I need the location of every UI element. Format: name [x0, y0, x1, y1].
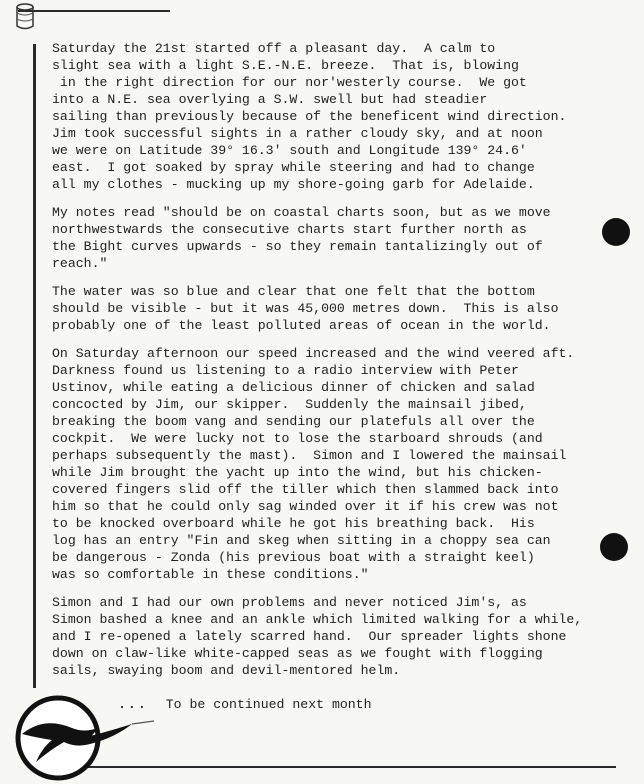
text-line: the Bight curves upwards - so they remain tantalizingly out of — [52, 239, 543, 254]
text-line: northwestwards the consecutive charts start further north as — [52, 222, 527, 237]
text-line: into a N.E. sea overlying a S.W. swell but had steadier — [52, 92, 488, 107]
text-line: My notes read "should be on coastal charts soon, but as we move — [52, 205, 551, 220]
text-line: him so that he could only sag winded over it if his crew was not — [52, 499, 559, 514]
tin-can-icon — [14, 2, 36, 32]
text-line: probably one of the least polluted areas of ocean in the world. — [52, 318, 551, 333]
text-line: Saturday the 21st started off a pleasant day. A calm to — [52, 41, 496, 56]
text-line: perhaps subsequently the mast). Simon and I lowered the mainsail — [52, 448, 567, 463]
text-line: to be knocked overboard while he got his breathing back. His — [52, 516, 535, 531]
text-line: sails, swaying boom and devil-mentored helm. — [52, 663, 401, 678]
top-rule — [18, 10, 170, 12]
text-line: The water was so blue and clear that one felt that the bottom — [52, 284, 535, 299]
continued-note — [118, 697, 372, 712]
text-line: On Saturday afternoon our speed increased and the wind veered aft. — [52, 346, 575, 361]
continued-text: To be continued next month — [165, 697, 372, 712]
text-line: reach." — [52, 256, 108, 271]
text-line: was so comfortable in these conditions." — [52, 567, 369, 582]
text-line: log has an entry "Fin and skeg when sitting in a choppy sea can — [52, 533, 551, 548]
text-line: sailing than previously because of the beneficent wind direction. — [52, 109, 567, 124]
article-body — [52, 40, 612, 690]
text-line: Jim took successful sights in a rather cloudy sky, and at noon — [52, 126, 543, 141]
text-line: should be visible - but it was 45,000 metres down. This is also — [52, 301, 559, 316]
text-line: Ustinov, while eating a delicious dinner of chicken and salad — [52, 380, 535, 395]
text-line: covered fingers slid off the tiller which then slammed back into — [52, 482, 559, 497]
text-line: we were on Latitude 39° 16.3' south and Longitude 139° 24.6' — [52, 143, 527, 158]
ellipsis: ... — [118, 697, 148, 712]
paragraph-4 — [52, 345, 612, 583]
text-line: in the right direction for our nor'westerly course. We got — [52, 75, 527, 90]
text-line: all my clothes - mucking up my shore-going garb for Adelaide. — [52, 177, 535, 192]
text-line: and I re-opened a lately scarred hand. Our spreader lights shone — [52, 629, 567, 644]
text-line: Simon bashed a knee and an ankle which limited walking for a while, — [52, 612, 583, 627]
paragraph-5 — [52, 594, 612, 679]
text-line: concocted by Jim, our skipper. Suddenly the mainsail jibed, — [52, 397, 527, 412]
paragraph-1 — [52, 40, 612, 193]
text-line: slight sea with a light S.E.-N.E. breeze. That is, blowing — [52, 58, 519, 73]
text-line: down on claw-like white-capped seas as we fought with flogging — [52, 646, 543, 661]
text-line: Simon and I had our own problems and never noticed Jim's, as — [52, 595, 527, 610]
left-margin-rule — [33, 44, 36, 688]
text-line: cockpit. We were lucky not to lose the starboard shrouds (and — [52, 431, 543, 446]
text-line: breaking the boom vang and sending our platefuls all over the — [52, 414, 535, 429]
paragraph-2 — [52, 204, 612, 272]
text-line: be dangerous - Zonda (his previous boat with a straight keel) — [52, 550, 535, 565]
text-line: east. I got soaked by spray while steering and had to change — [52, 160, 535, 175]
text-line: Darkness found us listening to a radio interview with Peter — [52, 363, 519, 378]
text-line: while Jim brought the yacht up into the wind, but his chicken- — [52, 465, 543, 480]
paragraph-3 — [52, 283, 612, 334]
